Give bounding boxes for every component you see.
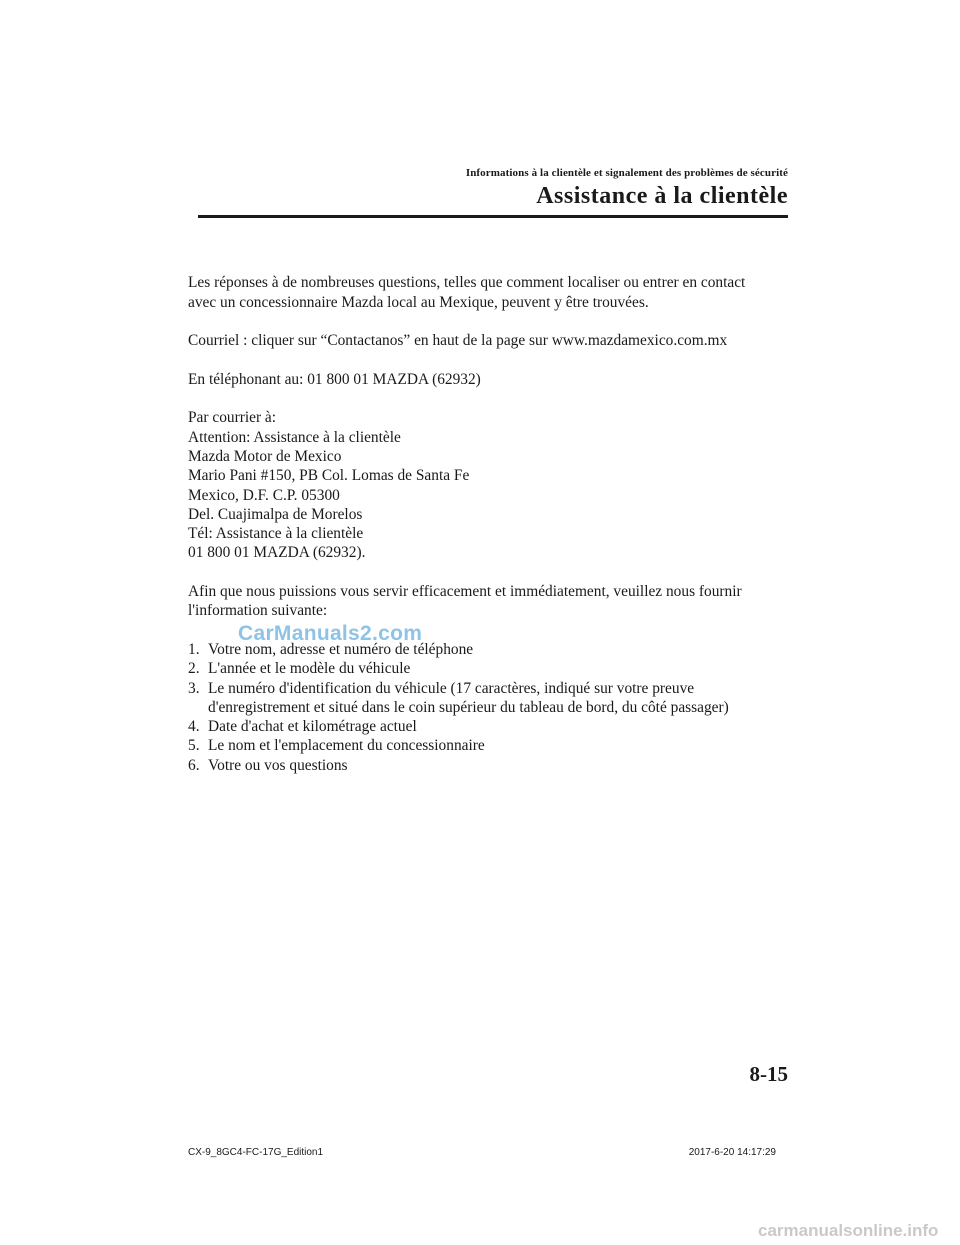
address-line: Attention: Assistance à la clientèle	[188, 428, 401, 446]
footer-timestamp: 2017-6-20 14:17:29	[688, 1147, 776, 1158]
header-divider	[198, 215, 788, 218]
info-list	[188, 640, 788, 775]
address-line: Tél: Assistance à la clientèle	[188, 525, 364, 543]
list-item-text: d'enregistrement et situé dans le coin supérieur du tableau de bord, du côté passager)	[208, 698, 729, 716]
address-line: Mario Pani #150, PB Col. Lomas de Santa Fe	[188, 467, 470, 485]
request-line: l'information suivante:	[188, 602, 328, 620]
list-item	[188, 736, 788, 755]
list-item	[188, 756, 788, 775]
list-item-text: Date d'achat et kilométrage actuel	[208, 718, 417, 736]
list-number: 1.	[188, 640, 200, 658]
list-item	[188, 679, 788, 718]
page-number: 8-15	[749, 1062, 788, 1086]
list-number: 4.	[188, 718, 200, 736]
address-line: Mazda Motor de Mexico	[188, 447, 342, 465]
list-item-text: Le numéro d'identification du véhicule (17 caractères, indiqué sur votre preuve	[208, 679, 695, 697]
address-line: Del. Cuajimalpa de Morelos	[188, 505, 363, 523]
section-header: Informations à la clientèle et signalement des problèmes de sécurité	[465, 167, 788, 179]
list-number: 5.	[188, 737, 200, 755]
address-line: Par courrier à:	[188, 409, 277, 427]
list-item-text: L'année et le modèle du véhicule	[208, 660, 411, 678]
list-item	[188, 717, 788, 736]
intro-line: avec un concessionnaire Mazda local au Mexique, peuvent y être trouvées.	[188, 293, 649, 311]
list-number: 2.	[188, 660, 200, 678]
list-number: 6.	[188, 756, 200, 774]
address-line: 01 800 01 MAZDA (62932).	[188, 544, 366, 562]
list-item-text: Le nom et l'emplacement du concessionnaire	[208, 737, 485, 755]
page-title: Assistance à la clientèle	[536, 183, 788, 209]
list-item-text: Votre nom, adresse et numéro de téléphone	[208, 640, 474, 658]
request-line: Afin que nous puissions vous servir efficacement et immédiatement, veuillez nous fournir	[188, 583, 742, 601]
phone-paragraph: En téléphonant au: 01 800 01 MAZDA (62932)	[188, 370, 481, 388]
list-number: 3.	[188, 679, 200, 697]
intro-line: Les réponses à de nombreuses questions, telles que comment localiser ou entrer en contact	[188, 274, 746, 292]
email-paragraph: Courriel : cliquer sur “Contactanos” en haut de la page sur www.mazdamexico.com.mx	[188, 332, 728, 350]
watermark: CarManuals2.com	[238, 622, 423, 645]
list-item-text: Votre ou vos questions	[208, 756, 348, 774]
list-item	[188, 659, 788, 678]
address-line: Mexico, D.F. C.P. 05300	[188, 486, 340, 504]
footer-doc-code: CX-9_8GC4-FC-17G_Edition1	[188, 1147, 324, 1158]
site-watermark: carmanualsonline.info	[758, 1221, 939, 1240]
main-content	[188, 254, 788, 775]
